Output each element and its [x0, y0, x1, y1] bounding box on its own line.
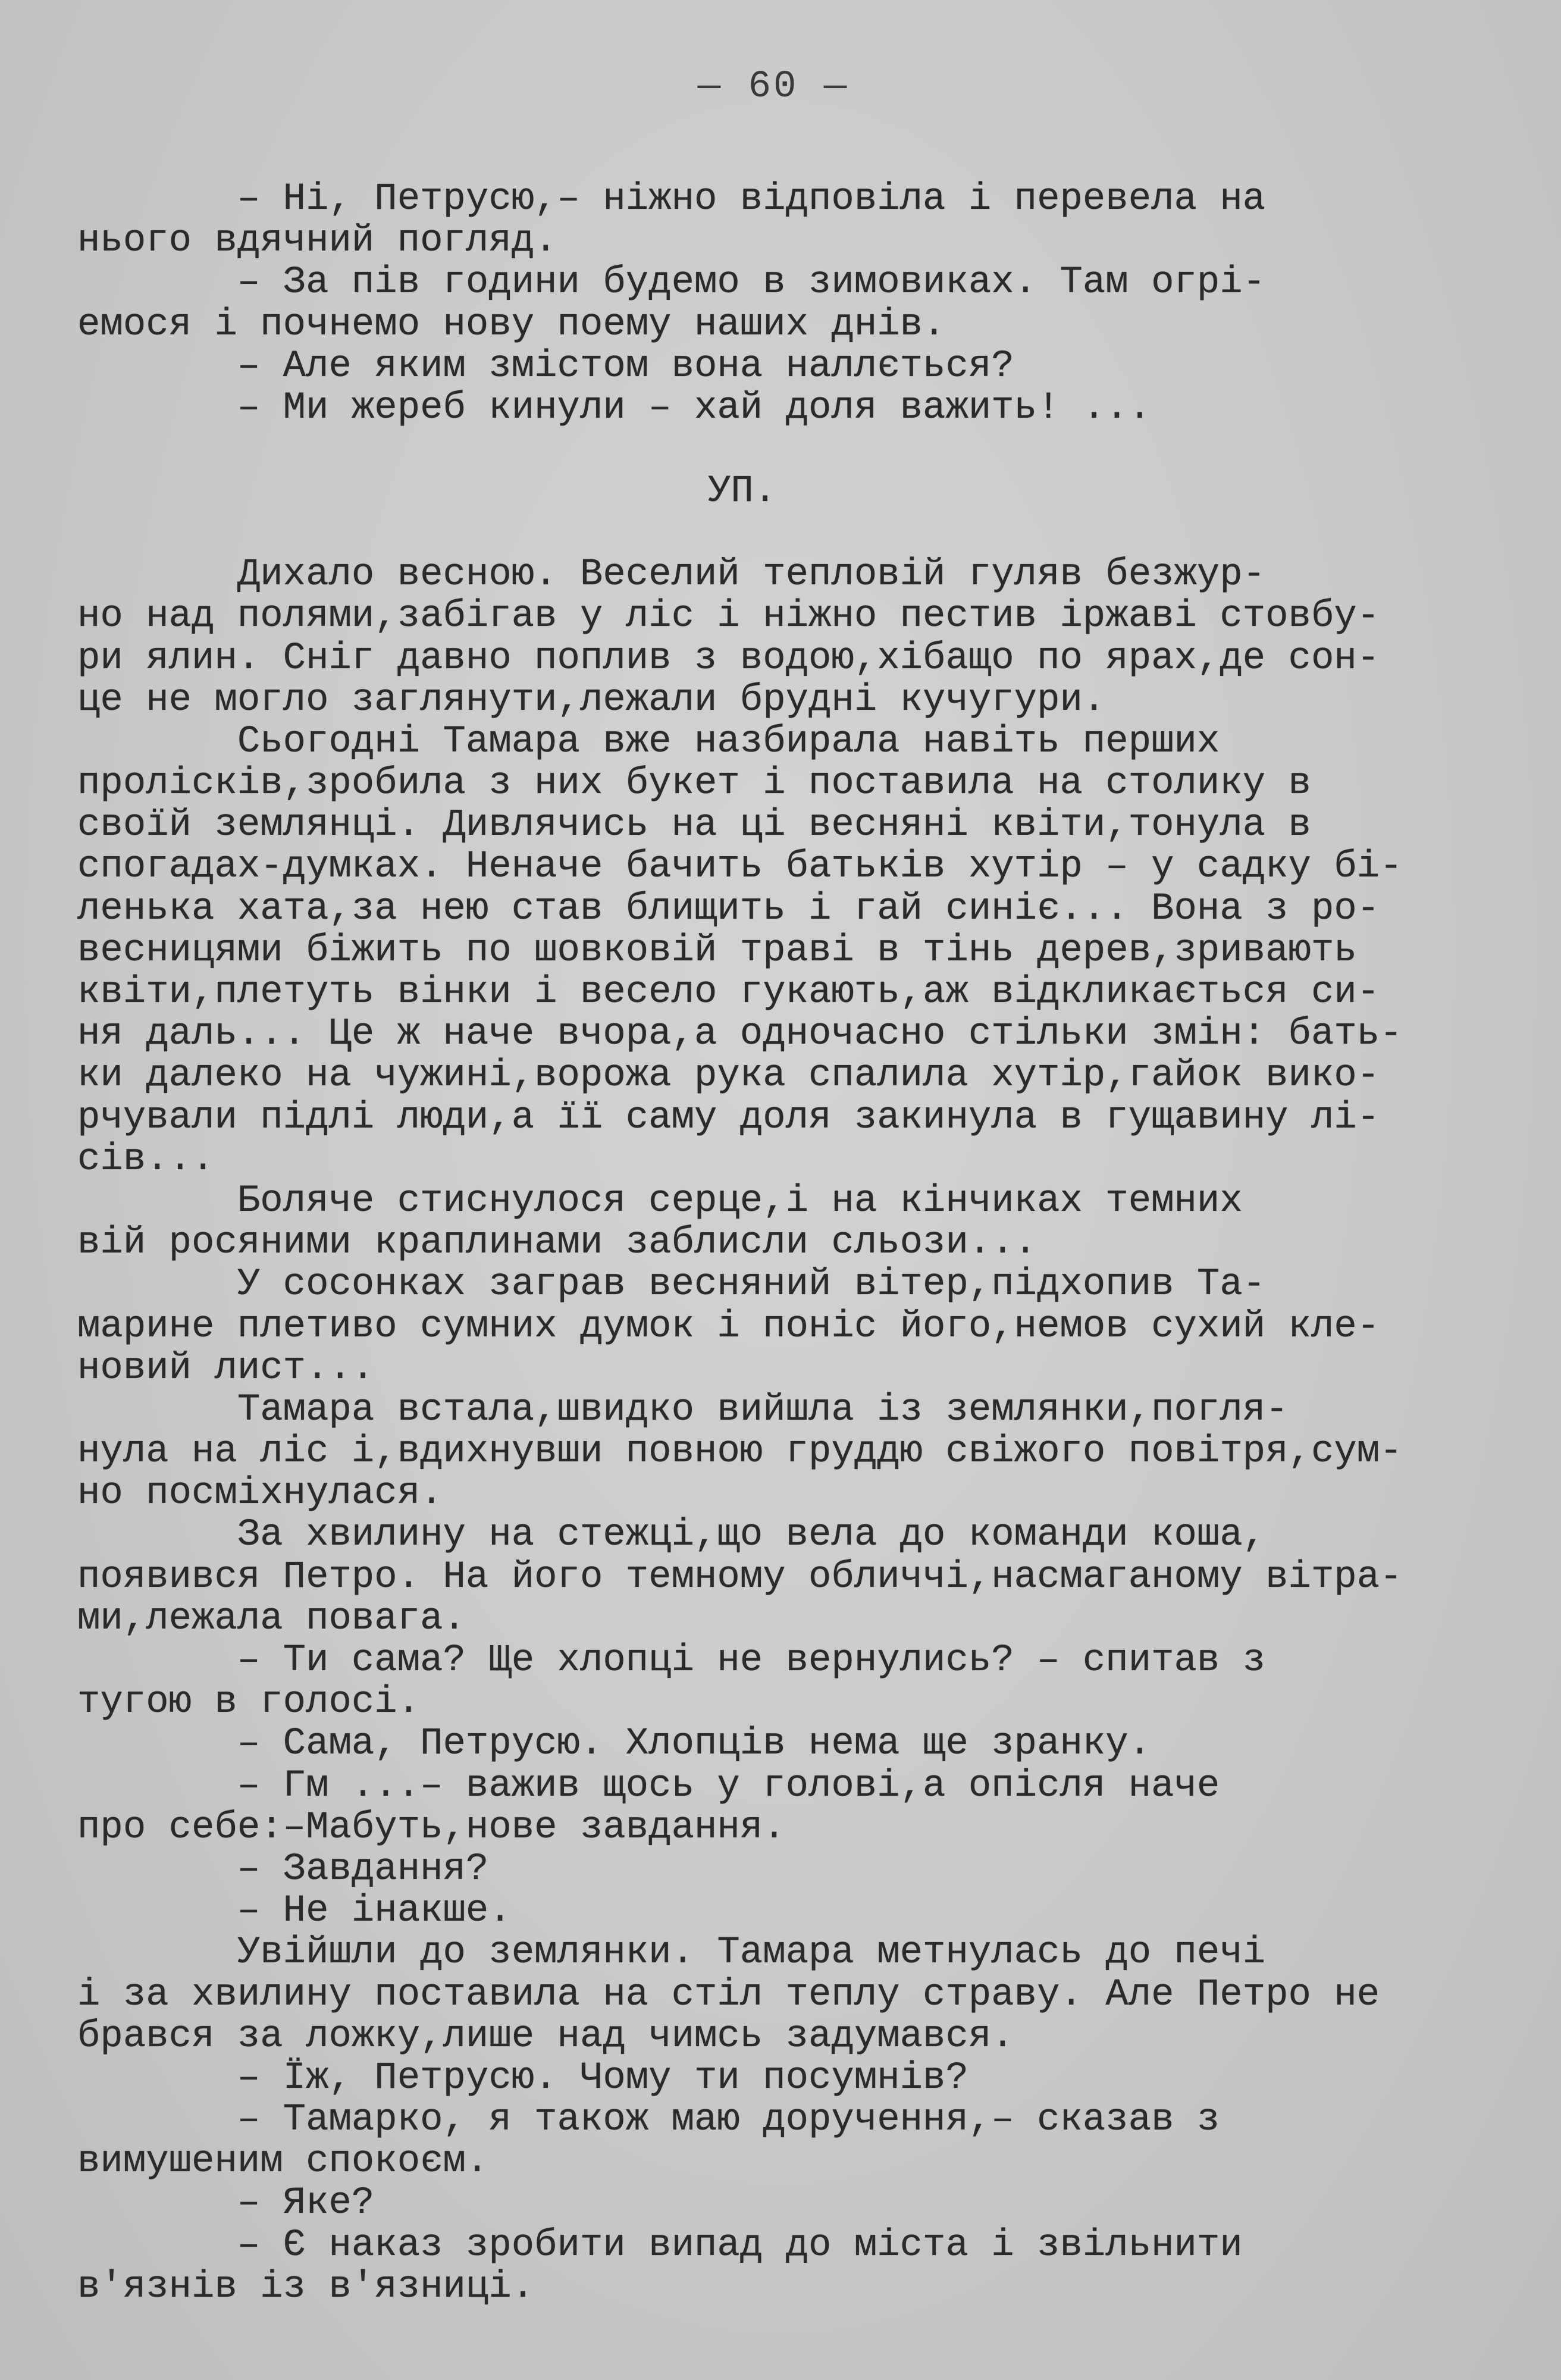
- text-line: про себе:–Мабуть,нове завдання.: [77, 1806, 786, 1849]
- text-line: вій росяними краплинами заблисли сльози...: [77, 1222, 1037, 1264]
- text-line: – Завдання?: [77, 1848, 489, 1891]
- text-line: ня даль... Це ж наче вчора,а одночасно стільки змін: бать-: [77, 1013, 1403, 1056]
- text-line: но посміхнулася.: [77, 1473, 443, 1515]
- text-line: в'язнів із в'язниці.: [77, 2266, 535, 2308]
- text-line: Увійшли до землянки. Тамара метнулась до печі: [77, 1932, 1266, 1974]
- text-line: – Гм ...– важив щось у голові,а опісля наче: [77, 1765, 1220, 1807]
- text-line: марине плетиво сумних думок і поніс його,немов сухий кле-: [77, 1305, 1380, 1348]
- text-line: ми,лежала повага.: [77, 1598, 466, 1640]
- text-line: Дихало весною. Веселий тепловій гуляв безжур-: [77, 554, 1266, 596]
- text-line: рчували підлі люди,а її саму доля закинула в гущавину лі-: [77, 1097, 1380, 1139]
- text-line: – Ні, Петрусю,– ніжно відповіла і перевела на: [77, 178, 1266, 221]
- text-line: – Ти сама? Ще хлопці не вернулись? – спитав з: [77, 1640, 1266, 1682]
- text-line: нула на ліс і,вдихнувши повною груддю свіжого повітря,сум-: [77, 1431, 1403, 1473]
- text-line: Тамара встала,швидко вийшла із землянки,погля-: [77, 1389, 1289, 1432]
- text-line: ки далеко на чужині,ворожа рука спалила хутір,гайок вико-: [77, 1055, 1380, 1097]
- text-line: емося і почнемо нову поему наших днів.: [77, 303, 946, 346]
- text-line: – Ми жереб кинули – хай доля важить! ...: [77, 387, 1152, 430]
- text-line: весницями біжить по шовковій траві в тінь дерев,зривають: [77, 929, 1357, 972]
- text-line: Сьогодні Тамара вже назбирала навіть перших: [77, 721, 1220, 763]
- chapter-heading: УП.: [708, 470, 777, 513]
- text-line: пролісків,зробила з них букет і поставила на столику в: [77, 763, 1311, 805]
- text-line: – Не інакше.: [77, 1890, 512, 1933]
- text-line: ри ялин. Сніг давно поплив з водою,хібащо по ярах,де сон-: [77, 637, 1380, 679]
- text-line: тугою в голосі.: [77, 1681, 421, 1724]
- text-line: нього вдячний погляд.: [77, 220, 557, 262]
- text-line: – Є наказ зробити випад до міста і звільнити: [77, 2224, 1243, 2266]
- text-line: У сосонках заграв весняний вітер,підхопив Та-: [77, 1264, 1266, 1306]
- text-line: спогадах-думках. Неначе бачить батьків хутір – у садку бі-: [77, 846, 1403, 888]
- text-line: За хвилину на стежці,що вела до команди коша,: [77, 1514, 1266, 1557]
- text-line: брався за ложку,лише над чимсь задумався.: [77, 2015, 1014, 2058]
- text-line: квіти,плетуть вінки і весело гукають,аж відкликається си-: [77, 972, 1380, 1014]
- text-line: появився Петро. На його темному обличчі,насмаганому вітра-: [77, 1556, 1403, 1598]
- text-line: це не могло заглянути,лежали брудні кучугури.: [77, 679, 1106, 721]
- text-line: новий лист...: [77, 1347, 375, 1389]
- text-line: – Але яким змістом вона наллється?: [77, 345, 1014, 387]
- text-line: – Тамарко, я також маю доручення,– сказав з: [77, 2099, 1220, 2141]
- text-line: і за хвилину поставила на стіл теплу страву. Але Петро не: [77, 1974, 1380, 2016]
- text-line: – Яке?: [77, 2182, 375, 2225]
- text-line: но над полями,забігав у ліс і ніжно пестив іржаві стовбу-: [77, 596, 1380, 638]
- text-line: вимушеним спокоєм.: [77, 2141, 489, 2183]
- page-text: [77, 178, 1493, 2308]
- page-number: — 60 —: [697, 65, 850, 108]
- text-line: Боляче стиснулося серце,і на кінчиках темних: [77, 1180, 1243, 1223]
- text-line: своїй землянці. Дивлячись на ці весняні квіти,тонула в: [77, 804, 1311, 847]
- text-line: – За пів години будемо в зимовиках. Там огрі-: [77, 262, 1266, 304]
- text-line: сів...: [77, 1138, 215, 1180]
- text-line: – Сама, Петрусю. Хлопців нема ще зранку.: [77, 1723, 1152, 1765]
- text-line: ленька хата,за нею став блищить і гай синіє... Вона з ро-: [77, 888, 1380, 930]
- text-line: – Їж, Петрусю. Чому ти посумнів?: [77, 2057, 968, 2100]
